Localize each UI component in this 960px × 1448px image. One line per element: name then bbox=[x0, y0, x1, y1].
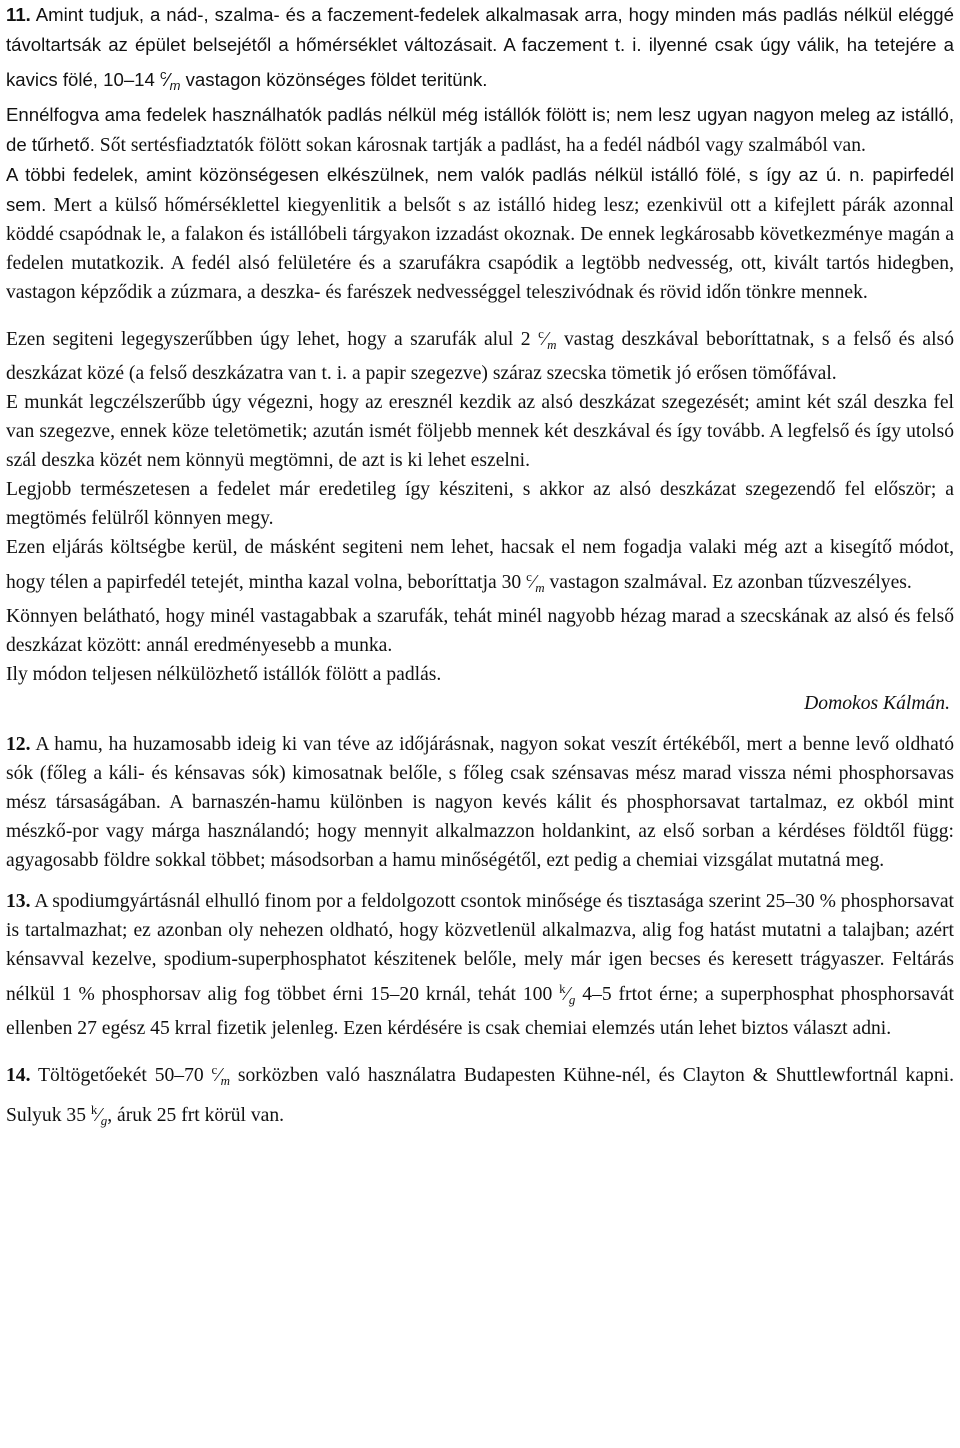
article-11-paragraph-3: A többi fedelek, amint közönségesen elkészülnek, nem valók padlás nélkül istálló fölé, s így az ú. n. papirfedél sem. Mert a külső hőmérséklettel kiegyenlitik a belsőt s az istálló hideg lesz; ezenkivül ott a kifejlett párák azonnal köddé csapódnak le, a falakon és istállóbeli tárgyakon izzadást okoznak. De ennek legkárosabb következménye magán a fedelen mutatkozik. A fedél alsó felületére és a szarufákra csapódik a legtöbb nedvesség, ott, kivált tartós hidegben, vastagon képződik a zúzmara, a deszka- és farészek nedvességgel teleszivódnak és rövid időn tönkre mennek. bbox=[6, 164, 954, 303]
article-11-paragraph-9: Ily módon teljesen nélkülözhető istállók fölött a padlás. bbox=[6, 664, 442, 685]
unit-kg-fraction: $^k⁄_g$ bbox=[90, 1102, 108, 1128]
article-12: 12. A hamu, ha huzamosabb ideig ki van téve az időjárásnak, nagyon sokat veszít értékéből, mert a benne levő oldható sók (főleg a káli- és kénsavas sók) kimosatnak belőle, s főleg csak szénsavas mész marad vissza némi phosphorsavas mész társaságában. A barnaszén-hamu különben is nagyon kevés kálit és phosphorsavat tartalmaz, ez okból mint mészkő-por vagy márga használandó; hogy mennyit alkalmazzon holdankint, az első sorban a kérdéses földtől függ: agyagosabb földre sokkal többet; másodsorban a hamu minőségétől, ezt pedig a chemiai vizsgálat mutatná meg. bbox=[6, 734, 954, 871]
article-number-11: 11. bbox=[6, 4, 31, 25]
unit-cm-fraction: $^c⁄_m$ bbox=[526, 569, 545, 595]
article-number-12: 12. bbox=[6, 734, 31, 755]
article-13: 13. A spodiumgyártásnál elhulló finom por a feldolgozott csontok minősége és tisztasága szerint 25–30 % phosphorsavat is tartalmazhat; ez azonban oly nehezen oldható, hogy közvetlenül alkalmazva, alig fog hatást mutatni a talajban; azért kénsavval kezelve, spodium-superphosphatot készitenek belőle, mely már igen becses és keresett trágyaszer. Feltárás nélkül 1 % phosphorsav alig fog többet érni 15–20 krnál, tehát 100 $^k⁄_g$ 4–5 frtot érne; a superphosphat phosphorsavát ellenben 27 egész 45 krral fizetik jelenleg. Ezen kérdésére is csak chemiai elemzés után lehet biztos választ adni. bbox=[6, 891, 954, 1039]
unit-cm-fraction: $^c⁄_m$ bbox=[160, 67, 181, 93]
article-11-paragraph-6: Legjobb természetesen a fedelet már eredetileg így késziteni, s akkor az alsó deszkázat szegezendő fel először; a megtömés felülről könnyen megy. bbox=[6, 479, 954, 529]
author-signature: Domokos Kálmán. bbox=[804, 693, 950, 714]
article-11-intro bbox=[6, 0, 954, 100]
article-11-paragraph-2: Ennélfogva ama fedelek használhatók padlás nélkül még istállók fölött is; nem lesz ugyan nagyon meleg az istálló, de tűrhető. Sőt sertésfiadztatók fölött sokan károsnak tartják a padlást, ha a fedél nádból vagy szalmából van. bbox=[6, 104, 954, 156]
article-11-text-a: Amint tudjuk, a nád-, szalma- és a faczement-fedelek alkalmasak arra, hogy minden más padlás nélkül eléggé távoltartsák az épület belsejétől a hőmérséklet változásait. A faczement t. i. ilyenné csak úgy válik, ha tetejére a kavics fölé, 10–14 bbox=[6, 4, 954, 90]
article-11-text-b: vastagon közönséges földet teritünk. bbox=[180, 69, 488, 90]
article-11-paragraph-4: Ezen segiteni legegyszerűbben úgy lehet, hogy a szarufák alul 2 $^c⁄_m$ vastag deszkával beboríttatnak, s a felső és alsó deszkázat közé (a felső deszkázatra van t. i. a papir szegezve) száraz szecska tömetik jó erősen tömőfával. bbox=[6, 326, 954, 384]
article-14: 14. Töltögetőekét 50–70 $^c⁄_m$ sorközben való használatra Budapesten Kühne-nél, és Clayton & Shuttlewfortnál kapni. Sulyuk 35 $^k⁄_g$, áruk 25 frt körül van. bbox=[6, 1062, 954, 1128]
article-11-paragraph-7: Ezen eljárás költségbe kerül, de másként segiteni nem lehet, hacsak el nem fogadja valaki még azt a kisegítő módot, hogy télen a papirfedél tetejét, mintha kazal volna, beboríttatja 30 $^c⁄_m$ vastagon szalmával. Ez azonban tűzveszélyes. bbox=[6, 537, 954, 595]
article-11-paragraph-5: E munkát legczélszerűbb úgy végezni, hogy az eresznél kezdik az alsó deszkázat szegezését; amint két szál deszka fel van szegezve, ennek köze teletömetik; azután ismét följebb mennek két deszkával és így tovább. A legfelső és így utolsó szál deszka közét nem könnyü megtömni, de azt is ki lehet eszelni. bbox=[6, 392, 954, 471]
unit-cm-fraction: $^c⁄_m$ bbox=[211, 1062, 230, 1088]
article-11-paragraph-8: Könnyen belátható, hogy minél vastagabbak a szarufák, tehát minél nagyobb hézag marad a szecskának az alsó és felső deszkázat között: annál eredményesebb a munka. bbox=[6, 606, 954, 656]
unit-kg-fraction: $^k⁄_g$ bbox=[559, 981, 576, 1007]
article-number-14: 14. bbox=[6, 1065, 31, 1086]
unit-cm-fraction: $^c⁄_m$ bbox=[538, 326, 557, 352]
article-number-13: 13. bbox=[6, 891, 31, 912]
